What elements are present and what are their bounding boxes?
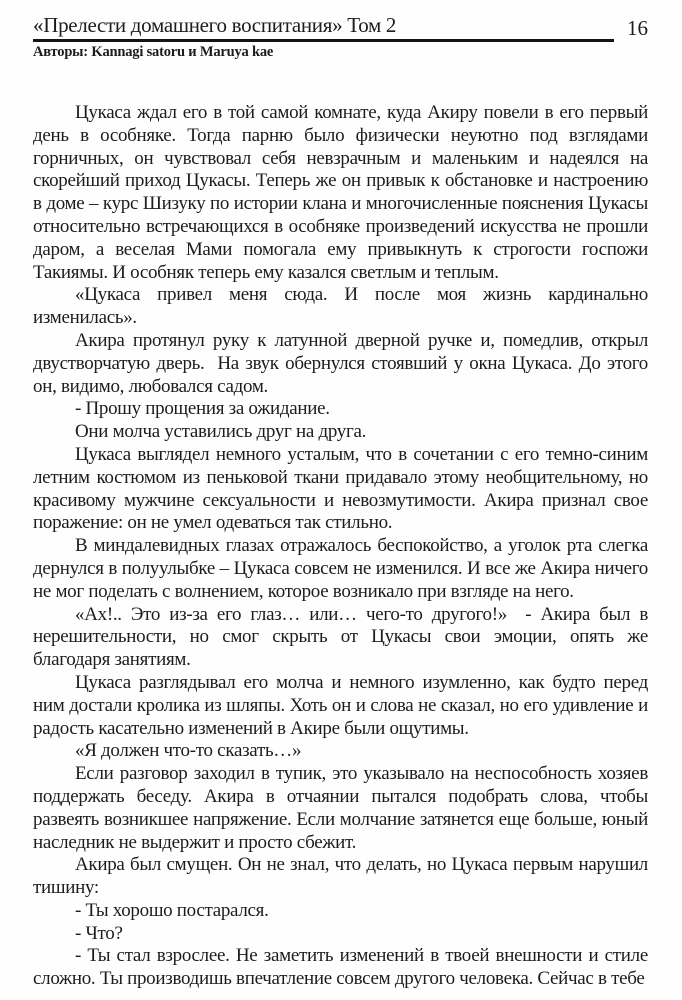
paragraph: - Что? xyxy=(75,922,123,944)
paragraph: Они молча уставились друг на друга. xyxy=(75,421,367,443)
paragraph: - Прошу прощения за ожидание. xyxy=(75,398,330,420)
paragraph: Акира был смущен. Он не знал, что делать, но Цукаса первым нарушил тишину: xyxy=(33,854,653,899)
header-title-underline xyxy=(33,13,614,42)
paragraph: В миндалевидных глазах отражалось беспокойство, а уголок рта слегка дернулся в полуулыбке – Цукаса совсем не изменился. И все же Акира ничего не мог поделать с волнением, которое возникало при взгляде на него. xyxy=(33,535,653,602)
paragraph: Цукаса выглядел немного усталым, что в сочетании с его темно-синим летним костюмом из пеньковой ткани придавало этому необщительному, но красивому мужчине сексуальности и невозмутимости. Акира признал свое поражение: он не умел одеваться так стильно. xyxy=(33,443,653,534)
page-number: 16 xyxy=(627,16,648,40)
page-header xyxy=(33,13,648,42)
paragraph: «Цукаса привел меня сюда. И после моя жизнь кардинально изменилась». xyxy=(33,284,653,329)
paragraph: Цукаса разглядывал его молча и немного изумленно, как будто перед ним достали кролика из шляпы. Хоть он и слова не сказал, но его удивление и радость касательно изменений в Акире были ощутимы. xyxy=(33,671,653,739)
paragraph: Если разговор заходил в тупик, это указывало на неспособность хозяев поддержать беседу. Акира в отчаянии пытался подобрать слова, чтобы развеять возникшее напряжение. Если молчание затянется еще больше, юный наследник не выдержит и просто сбежит. xyxy=(33,763,653,853)
paragraph: «Ах!.. Это из-за его глаз… или… чего-то другого!» - Акира был в нерешительности, но смог скрыть от Цукасы свои эмоции, опять же благодаря занятиям. xyxy=(33,603,653,671)
paragraph: Акира протянул руку к латунной дверной ручке и, помедлив, открыл двустворчатую дверь. На звук обернулся стоявший у окна Цукаса. До этого он, видимо, любовался садом. xyxy=(33,329,653,397)
page-body xyxy=(33,102,653,991)
paragraph: - Ты стал взрослее. Не заметить изменений в твоей внешности и стиле сложно. Ты производишь впечатление совсем другого человека. Сейчас в тебе xyxy=(33,945,653,990)
paragraph: «Я должен что-то сказать…» xyxy=(75,740,302,762)
paragraph: Цукаса ждал его в той самой комнате, куда Акиру повели в его первый день в особняке. Тогда парню было физически неуютно под взглядами горничных, он чувствовал себя невзрачным и маленьким и надеялся на скорейший приход Цукасы. Теперь же он привык к обстановке и настроению в доме – курс Шизуку по истории клана и многочисленные пояснения Цукасы относительно встречающихся в особняке произведений искусства не прошли даром, а веселая Мами помогала ему привыкнуть к строгости госпожи Такиямы. И особняк теперь ему казался светлым и теплым. xyxy=(33,102,653,283)
authors-line: Авторы: Kannagi satoru и Maruya kae xyxy=(33,44,274,60)
page-title: «Прелести домашнего воспитания» Том 2 xyxy=(33,13,397,37)
paragraph: - Ты хорошо постарался. xyxy=(75,899,269,921)
